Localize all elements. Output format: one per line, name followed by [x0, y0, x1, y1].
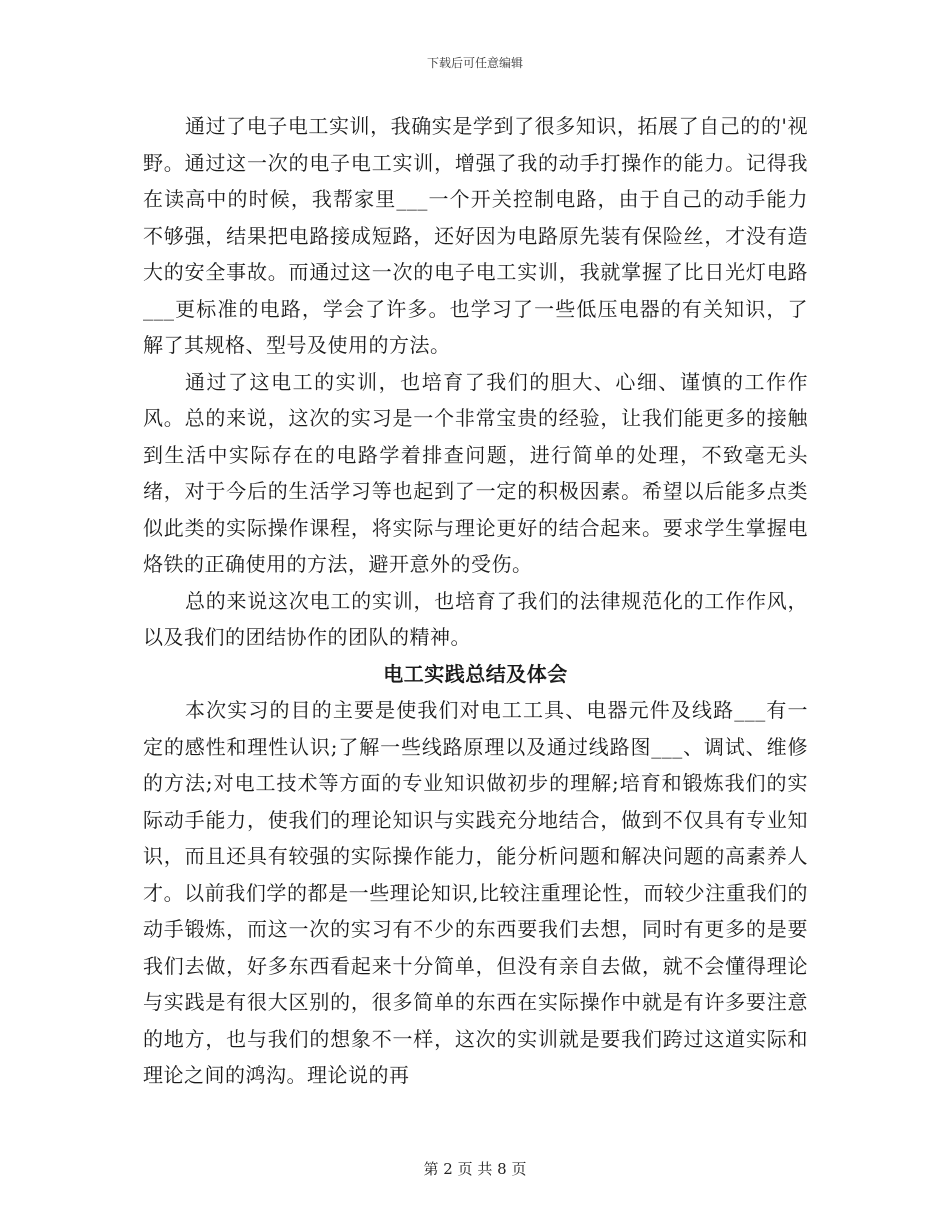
- paragraph-purpose: 本次实习的目的主要是使我们对电工工具、电器元件及线路___有一定的感性和理性认识;了解一些线路原理以及通过线路图___、调试、维修的方法;对电工技术等方面的专业知识做初步的理解;培育和锻炼我们的实际动手能力，使我们的理论知识与实践充分地结合，做到不仅具有专业知识，而且还具有较强的实际操作能力，能分析问题和解决问题的高素养人才。以前我们学的都是一些理论知识,比较注重理论性，而较少注重我们的动手锻炼，而这一次的实习有不少的东西要我们去想，同时有更多的是要我们去做，好多东西看起来十分简单，但没有亲自去做，就不会懂得理论与实践是有很大区别的，很多简单的东西在实际操作中就是有许多要注意的地方，也与我们的想象不一样，这次的实训就是要我们跨过这道实际和理论之间的鸿沟。理论说的再: [143, 698, 808, 1087]
- section-title: 电工实践总结及体会: [383, 661, 568, 686]
- paragraph-intro: 通过了电子电工实训，我确实是学到了很多知识，拓展了自己的的'视野。通过这一次的电子电工实训，增强了我的动手打操作的能力。记得我在读高中的时候，我帮家里___一个开关控制电路，由于自己的动手能力不够强，结果把电路接成短路，还好因为电路原先装有保险丝，才没有造大的安全事故。而通过这一次的电子电工实训，我就掌握了比日光灯电路___更标准的电路，学会了许多。也学习了一些低压电器的有关知识，了解了其规格、型号及使用的方法。: [143, 114, 808, 357]
- paragraph-work-style: 通过了这电工的实训，也培育了我们的胆大、心细、谨慎的工作作风。总的来说，这次的实习是一个非常宝贵的经验，让我们能更多的接触到生活中实际存在的电路学着排查问题，进行简单的处理，不致毫无头绪，对于今后的生活学习等也起到了一定的积极因素。希望以后能多点类似此类的实际操作课程，将实际与理论更好的结合起来。要求学生掌握电烙铁的正确使用的方法，避开意外的受伤。: [143, 369, 808, 576]
- header-note: 下载后可任意编辑: [426, 56, 523, 70]
- document-body: [143, 108, 808, 1094]
- page-number: 第 2 页 共 8 页: [423, 1160, 527, 1178]
- paragraph-conclusion: 总的来说这次电工的实训，也培育了我们的法律规范化的工作作风，以及我们的团结协作的团队的精神。: [143, 588, 808, 649]
